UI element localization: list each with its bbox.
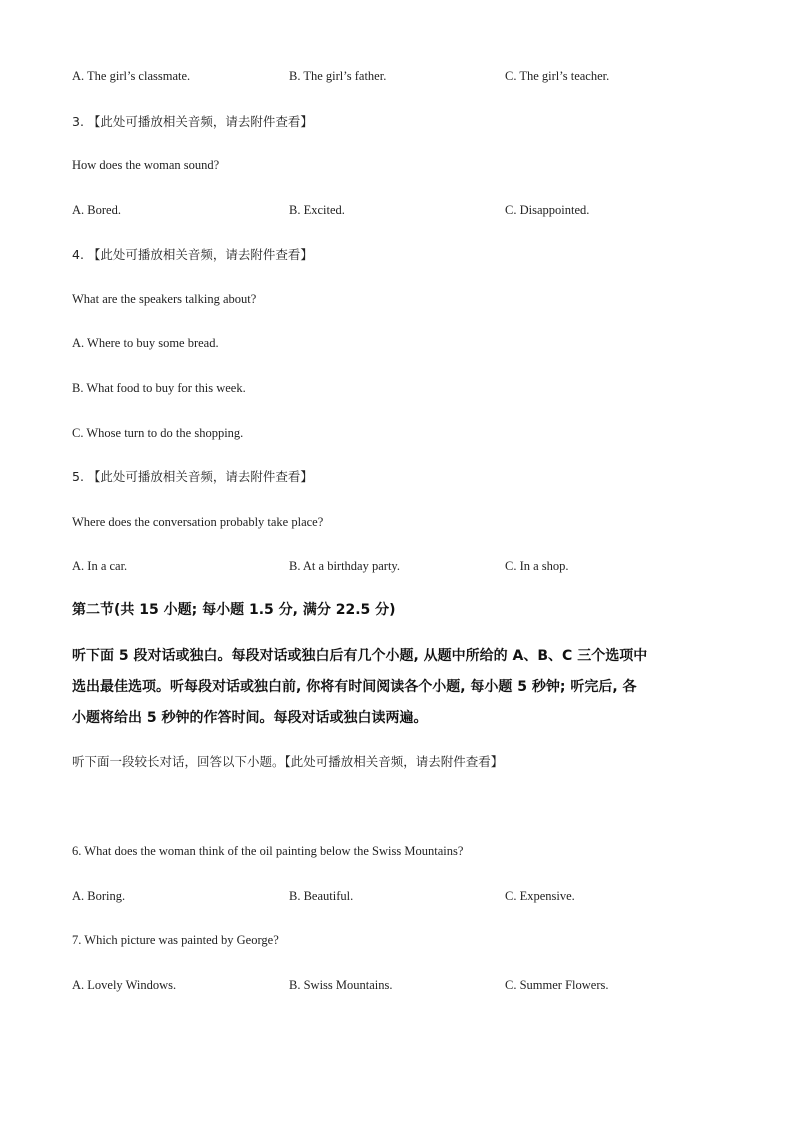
q7-option-b: B. Swiss Mountains. [289,978,393,992]
q2-option-c: C. The girl’s teacher. [505,69,610,83]
q2-option-a: A. The girl’s classmate. [72,69,191,83]
q6-option-c: C. Expensive. [505,889,575,903]
q3-option-c: C. Disappointed. [505,203,590,217]
q2-option-b: B. The girl’s father. [289,69,387,83]
q5-option-c: C. In a shop. [505,559,569,573]
q4-option-c: C. Whose turn to do the shopping. [72,426,244,440]
q4-option-a: A. Where to buy some bread. [72,336,219,350]
q7-question: 7. Which picture was painted by George? [72,933,279,947]
section2-instructions [72,641,724,734]
section2-audio-note: 听下面一段较长对话，回答以下小题。【此处可播放相关音频，请去附件查看】 [72,754,504,769]
q7-option-a: A. Lovely Windows. [72,978,177,992]
q6-options [72,888,722,904]
q7-options [72,977,722,993]
q4-audio-label: 4. 【此处可播放相关音频，请去附件查看】 [72,247,313,262]
q5-audio-label: 5. 【此处可播放相关音频，请去附件查看】 [72,469,313,484]
q5-option-b: B. At a birthday party. [289,559,400,573]
instruction-line-1: 听下面 5 段对话或独白。每段对话或独白后有几个小题, 从题中所给的 A、B、C 三个选项中 [72,648,648,664]
q6-question: 6. What does the woman think of the oil painting below the Swiss Mountains? [72,844,464,858]
section2-heading: 第二节(共 15 小题; 每小题 1.5 分, 满分 22.5 分) [72,602,396,618]
q3-question: How does the woman sound? [72,158,220,172]
q3-options [72,202,722,218]
instruction-line-3: 小题将给出 5 秒钟的作答时间。每段对话或独白读两遍。 [72,710,428,726]
q5-question: Where does the conversation probably take place? [72,515,324,529]
q4-question: What are the speakers talking about? [72,292,257,306]
q4-option-b: B. What food to buy for this week. [72,381,246,395]
q7-option-c: C. Summer Flowers. [505,978,609,992]
q6-option-a: A. Boring. [72,889,126,903]
q3-option-b: B. Excited. [289,203,345,217]
q5-option-a: A. In a car. [72,559,128,573]
q6-option-b: B. Beautiful. [289,889,354,903]
q3-audio-label: 3. 【此处可播放相关音频，请去附件查看】 [72,114,313,129]
q3-option-a: A. Bored. [72,203,121,217]
q5-options [72,558,722,574]
instruction-line-2: 选出最佳选项。听每段对话或独白前, 你将有时间阅读各个小题, 每小题 5 秒钟; 听完后, 各 [72,679,637,695]
q2-options [72,68,722,84]
